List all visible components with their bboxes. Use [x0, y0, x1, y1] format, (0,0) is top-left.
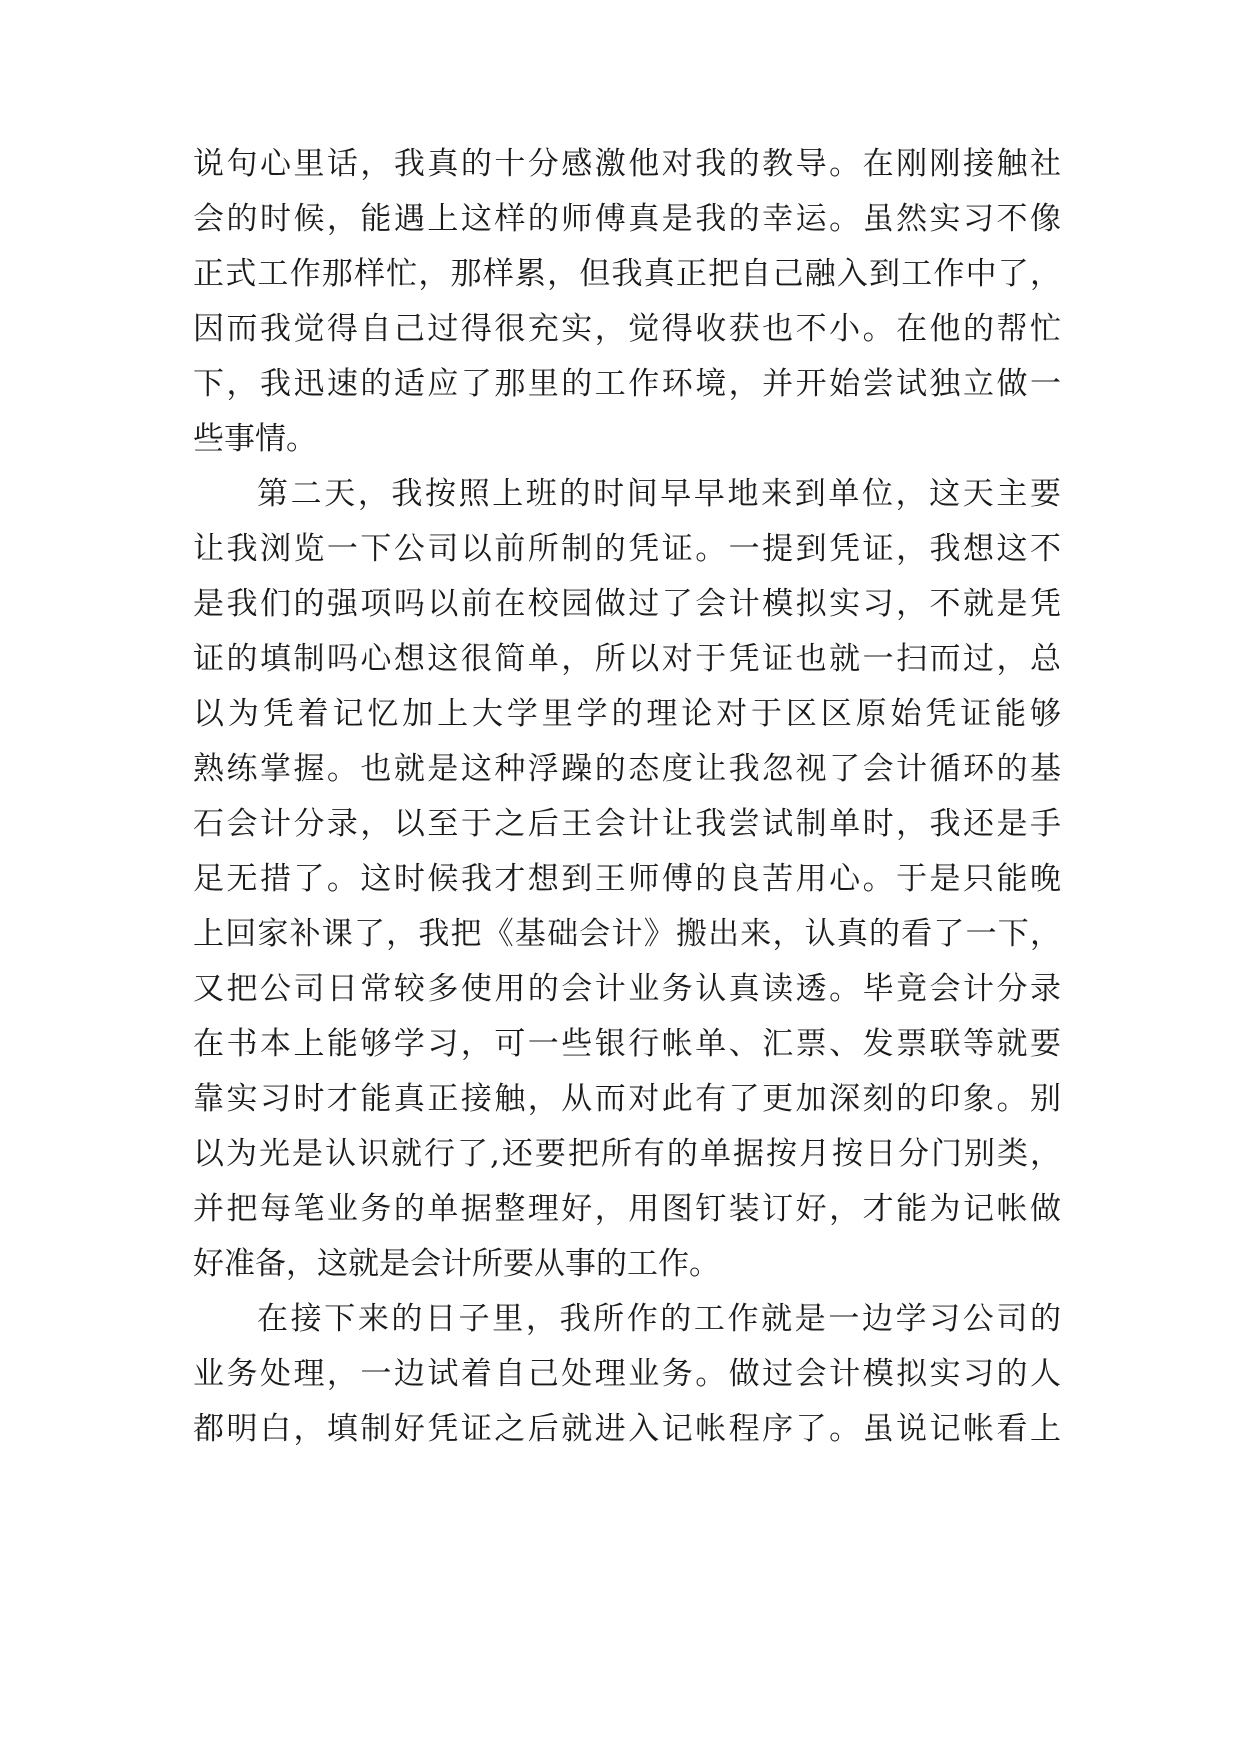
text-line: 好准备，这就是会计所要从事的工作。 — [193, 1246, 720, 1282]
text-line: 说句心里话，我真的十分感激他对我的教导。在刚刚接触社 — [193, 146, 1061, 182]
paragraph-first-line: 第二天，我按照上班的时间早早地来到单位，这天主要 — [257, 476, 1061, 512]
text-line: 证的填制吗心想这很简单，所以对于凭证也就一扫而过，总 — [193, 641, 1061, 677]
text-line: 熟练掌握。也就是这种浮躁的态度让我忽视了会计循环的基 — [193, 751, 1061, 787]
text-line: 让我浏览一下公司以前所制的凭证。一提到凭证，我想这不 — [193, 531, 1061, 567]
text-line: 并把每笔业务的单据整理好，用图钉装订好，才能为记帐做 — [193, 1191, 1061, 1227]
text-line: 足无措了。这时候我才想到王师傅的良苦用心。于是只能晚 — [193, 861, 1061, 897]
text-line: 以为光是认识就行了,还要把所有的单据按月按日分门别类， — [193, 1136, 1061, 1172]
text-line: 正式工作那样忙，那样累，但我真正把自己融入到工作中了， — [193, 256, 1061, 292]
text-line: 以为凭着记忆加上大学里学的理论对于区区原始凭证能够 — [193, 696, 1061, 732]
text-line: 上回家补课了，我把《基础会计》搬出来，认真的看了一下， — [193, 916, 1061, 952]
text-line: 又把公司日常较多使用的会计业务认真读透。毕竟会计分录 — [193, 971, 1061, 1007]
text-line: 业务处理，一边试着自己处理业务。做过会计模拟实习的人 — [193, 1356, 1061, 1392]
text-line: 在书本上能够学习，可一些银行帐单、汇票、发票联等就要 — [193, 1026, 1061, 1062]
paragraph-first-line: 在接下来的日子里，我所作的工作就是一边学习公司的 — [257, 1301, 1061, 1337]
text-line: 石会计分录，以至于之后王会计让我尝试制单时，我还是手 — [193, 806, 1061, 842]
text-line: 靠实习时才能真正接触，从而对此有了更加深刻的印象。别 — [193, 1081, 1061, 1117]
text-line: 都明白，填制好凭证之后就进入记帐程序了。虽说记帐看上 — [193, 1411, 1061, 1447]
text-line: 些事情。 — [193, 421, 317, 457]
text-line: 下，我迅速的适应了那里的工作环境，并开始尝试独立做一 — [193, 366, 1061, 402]
text-line: 会的时候，能遇上这样的师傅真是我的幸运。虽然实习不像 — [193, 201, 1061, 237]
text-line: 是我们的强项吗以前在校园做过了会计模拟实习，不就是凭 — [193, 586, 1061, 622]
text-line: 因而我觉得自己过得很充实，觉得收获也不小。在他的帮忙 — [193, 311, 1061, 347]
